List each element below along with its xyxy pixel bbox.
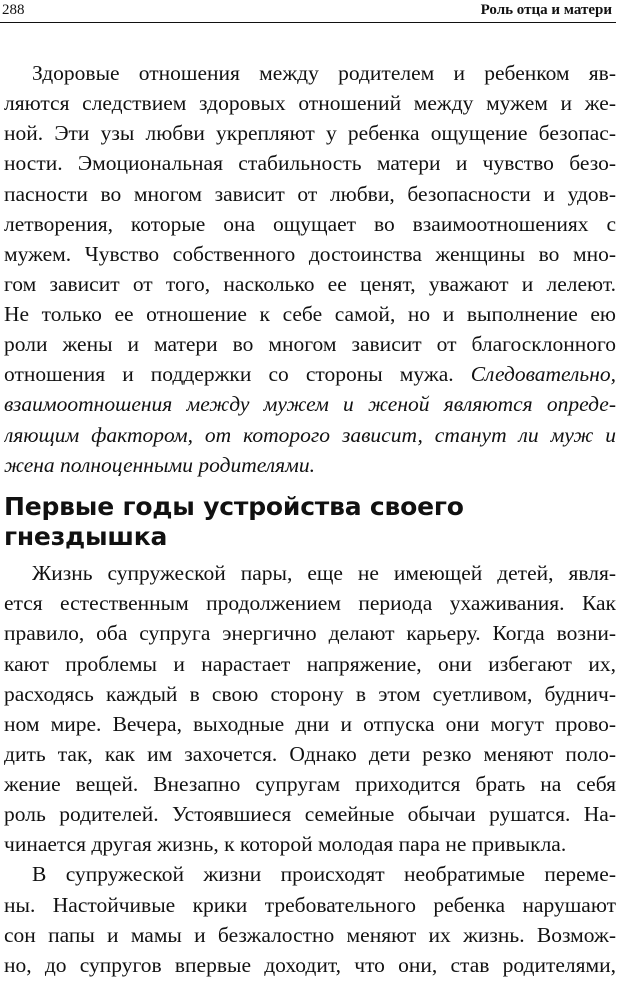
text-line: гом зависит от того, насколько ее ценят, уважают и лелеют. xyxy=(4,272,616,296)
header-rule xyxy=(0,22,616,23)
italic-segment: Следовательно, xyxy=(470,362,616,386)
heading-line: гнездышка xyxy=(4,522,168,551)
regular-segment: отношения и поддержки со стороны мужа. xyxy=(4,362,471,386)
italic-text-line: жена полноценными родителями. xyxy=(4,453,315,477)
text-line: Жизнь супружеской пары, еще не имеющей детей, явля- xyxy=(32,561,616,585)
text-line: ности. Эмоциональная стабильность матери и чувство безо- xyxy=(4,151,616,175)
text-line: ной. Эти узы любви укрепляют у ребенка ощущение безопас- xyxy=(4,121,616,145)
text-line: пасности во многом зависит от любви, безопасности и удов- xyxy=(4,182,616,206)
text-line: летворения, которые она ощущает во взаимоотношениях с xyxy=(4,212,616,236)
text-line: кают проблемы и нарастает напряжение, они избегают их, xyxy=(4,652,616,676)
running-title: Роль отца и матери xyxy=(480,2,612,18)
text-line: расходясь каждый в свою сторону в этом суетливом, буднич- xyxy=(4,682,616,706)
page-header xyxy=(0,0,620,26)
text-line: но, до супругов впервые доходит, что они, став родителями, xyxy=(4,953,616,977)
text-line: роль родителей. Устоявшиеся семейные обычаи рушатся. На- xyxy=(4,802,616,826)
text-line: Не только ее отношение к себе самой, но и выполнение ею xyxy=(4,302,616,326)
text-line: чинается другая жизнь, к которой молодая пара не привыкла. xyxy=(4,832,567,856)
text-line-mixed xyxy=(4,359,616,389)
heading-line: Первые годы устройства своего xyxy=(4,492,464,521)
text-line: роли жены и матери во многом зависит от благосклонного xyxy=(4,332,616,356)
text-line: ны. Настойчивые крики требовательного ребенка нарушают xyxy=(4,893,616,917)
text-line: В супружеской жизни происходят необратимые переме- xyxy=(32,862,616,886)
italic-text-line: ляющим фактором, от которого зависит, станут ли муж и xyxy=(4,423,616,447)
text-line: правило, оба супруга энергично делают карьеру. Когда возни- xyxy=(4,621,616,645)
text-line: ляются следствием здоровых отношений между мужем и же- xyxy=(4,91,616,115)
text-line: жение вещей. Внезапно супругам приходится брать на себя xyxy=(4,772,616,796)
italic-text-line: взаимоотношения между мужем и женой являются опреде- xyxy=(4,392,616,416)
text-line: дить так, как им захочется. Однако дети резко меняют поло- xyxy=(4,742,616,766)
text-line: мужем. Чувство собственного достоинства женщины во мно- xyxy=(4,242,616,266)
text-line: ном мире. Вечера, выходные дни и отпуска они могут прово- xyxy=(4,712,616,736)
page-number: 288 xyxy=(2,2,25,18)
text-line: ется естественным продолжением периода ухаживания. Как xyxy=(4,591,616,615)
text-line: Здоровые отношения между родителем и ребенком яв- xyxy=(32,61,616,85)
text-line: сон папы и мамы и безжалостно меняют их жизнь. Возмож- xyxy=(4,923,616,947)
